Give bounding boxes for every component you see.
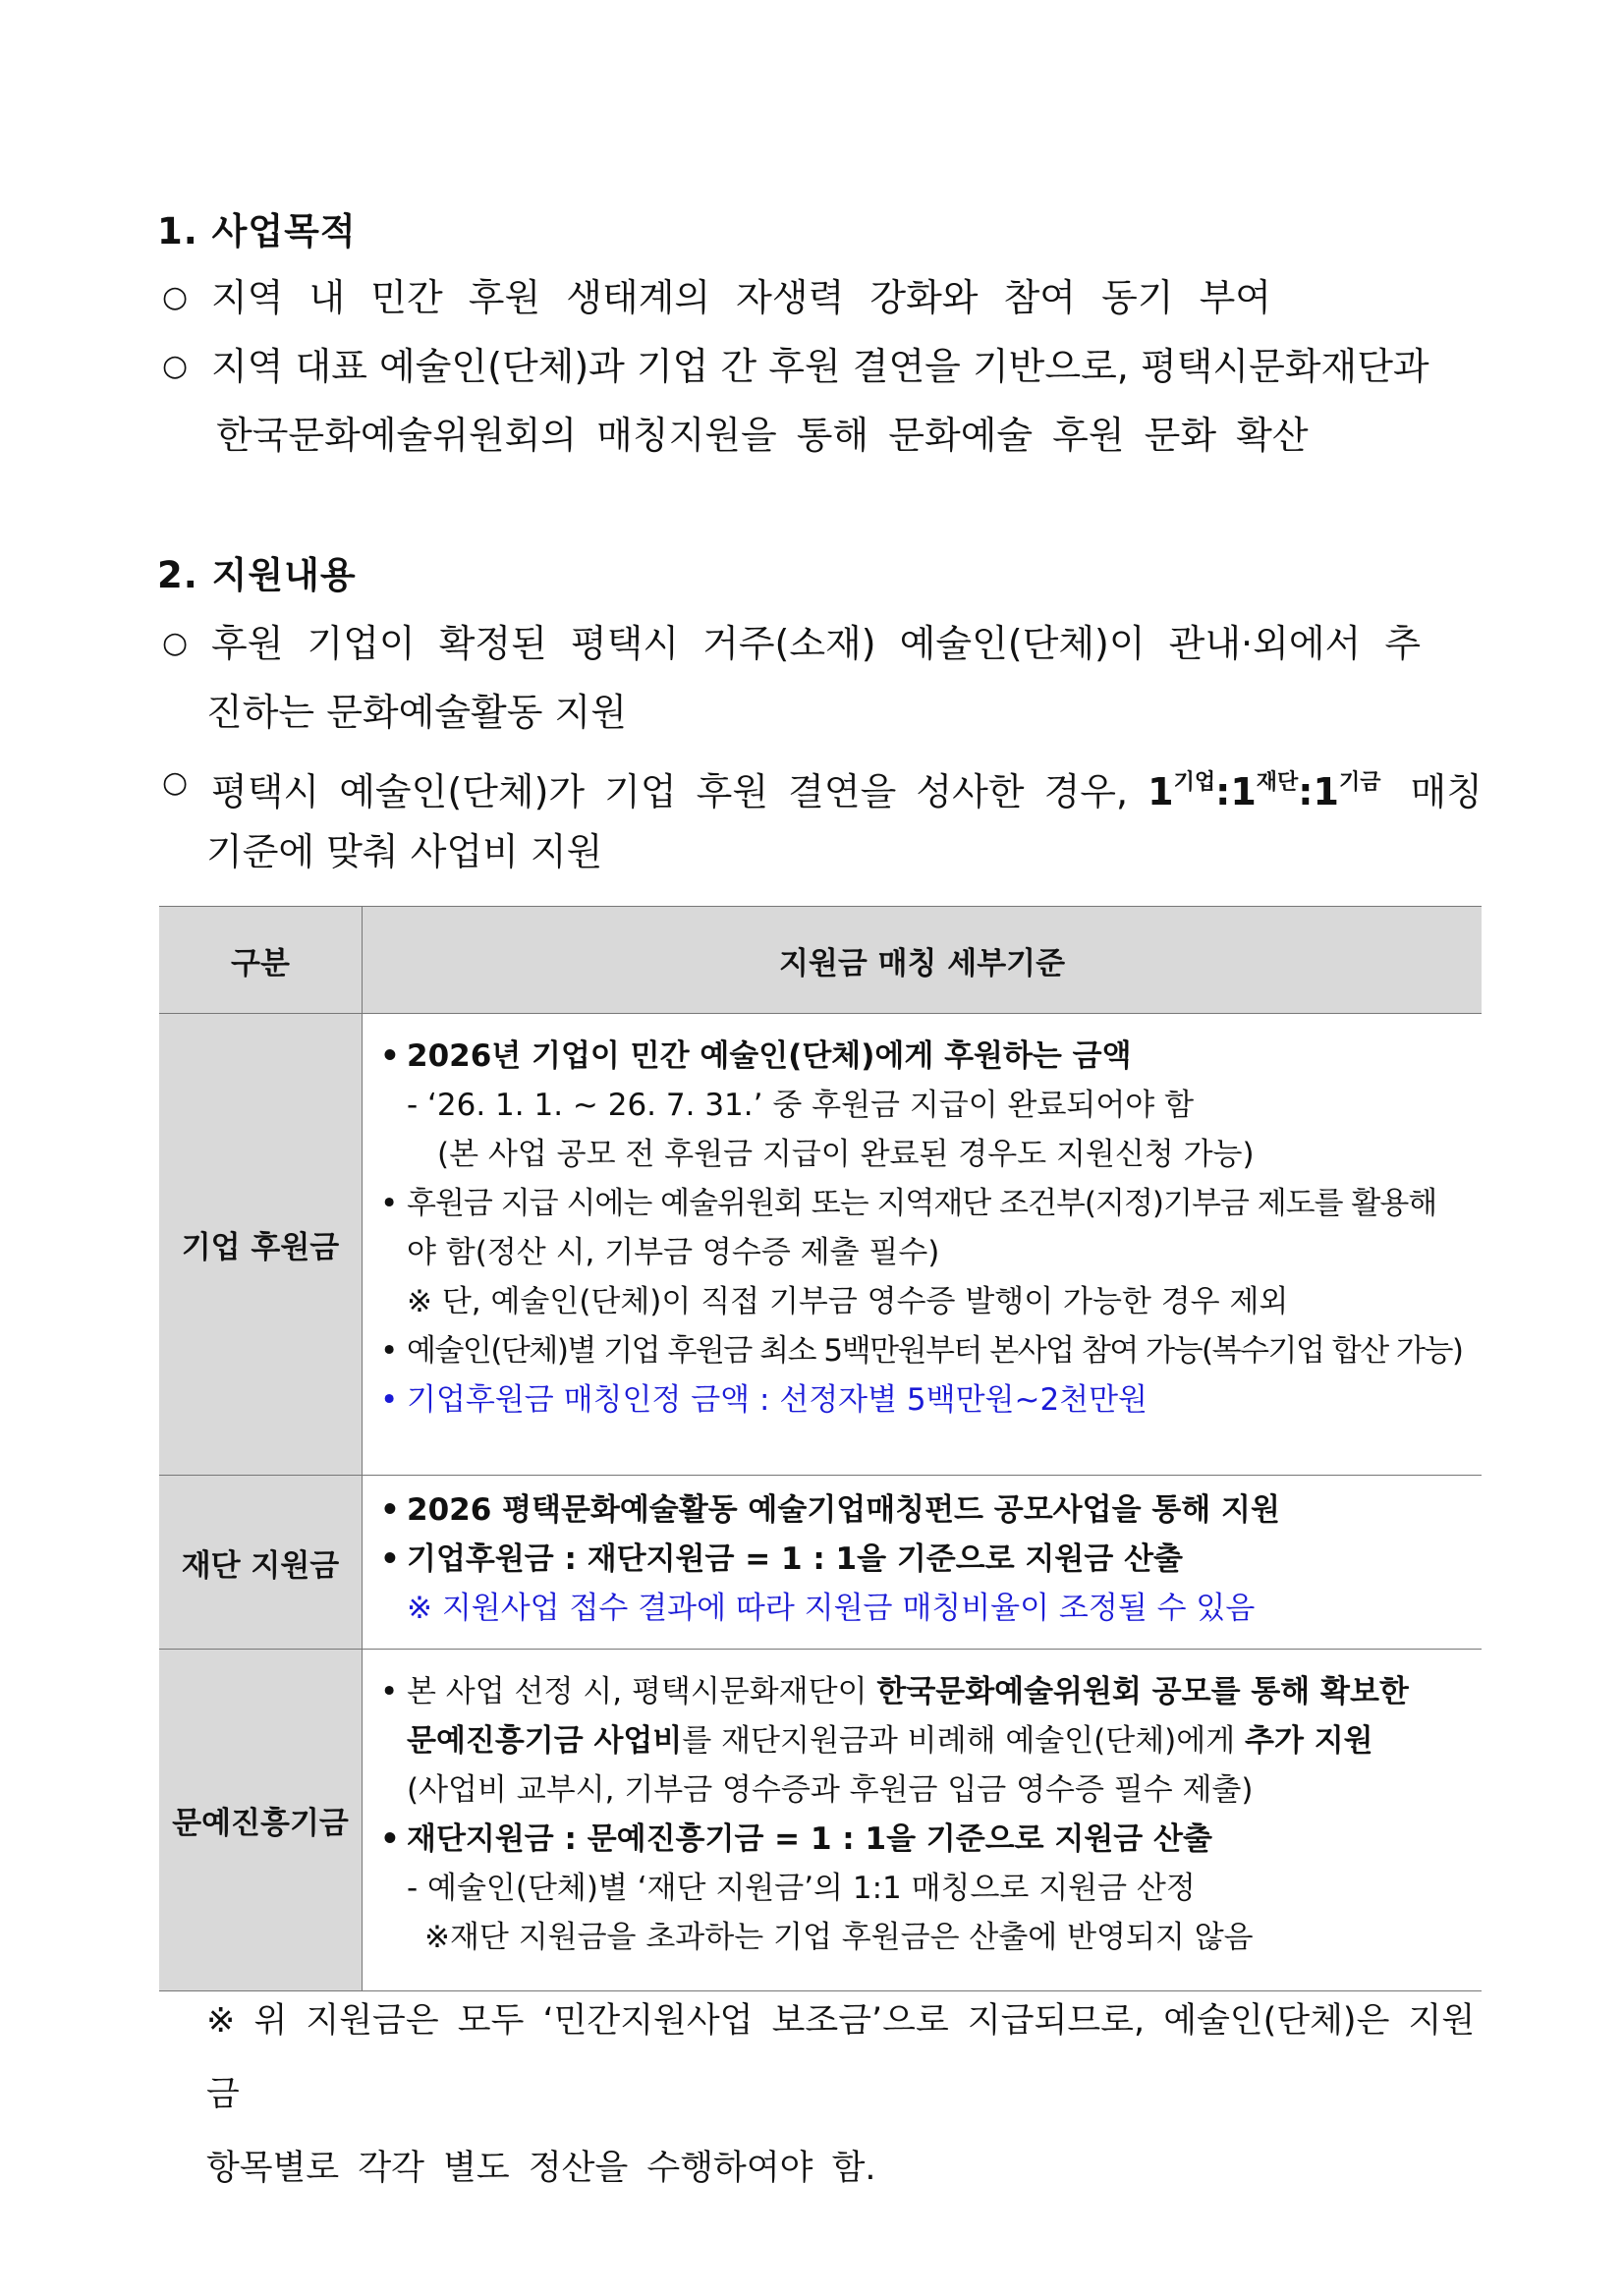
bullet-dot-icon: • <box>380 1674 399 1709</box>
list-item <box>380 1326 1472 1375</box>
section1-bullet-2-line-2: 한국문화예술위원회의 매칭지원을 통해 문화예술 후원 문화 확산 <box>216 414 1309 457</box>
table-row-foundation <box>159 1476 1482 1650</box>
bullet-dot-icon: • <box>380 1382 399 1418</box>
sub-item: - 예술인(단체)별 ‘재단 지원금’의 1:1 매칭으로 지원금 산정 <box>407 1871 1196 1906</box>
list-item-text: 기업후원금 매칭인정 금액 : 선정자별 5백만원~2천만원 <box>407 1382 1148 1418</box>
ratio-enterprise-value: 1 <box>1148 770 1174 813</box>
note-item: ※ 지원사업 접수 결과에 따라 지원금 매칭비율이 조정될 수 있음 <box>407 1591 1256 1626</box>
sub-item <box>380 1716 1472 1765</box>
ratio-foundation-label: 재단 <box>1256 770 1299 795</box>
list-item <box>380 1667 1472 1716</box>
list-item <box>380 1179 1472 1228</box>
matching-criteria-table <box>159 906 1482 1991</box>
list-item-text: 후원금 지급 시에는 예술위원회 또는 지역재단 조건부(지정)기부금 제도를 활용해 <box>407 1186 1437 1221</box>
footnote <box>206 1985 1479 2206</box>
bullet-dot-icon: • <box>380 1821 400 1857</box>
ratio-foundation-value: :1 <box>1215 770 1257 813</box>
section1-bullet-1-text: 지역 내 민간 후원 생태계의 자생력 강화와 참여 동기 부여 <box>211 276 1271 319</box>
list-item-text: 예술인(단체)별 기업 후원금 최소 5백만원부터 본사업 참여 가능(복수기업 합산 가능) <box>407 1333 1463 1369</box>
section2-bullet-2-line-1 <box>211 749 1483 826</box>
section2-bullet-1-line-2: 진하는 문화예술활동 지원 <box>206 691 627 734</box>
row-category-enterprise: 기업 후원금 <box>159 1014 363 1476</box>
list-item-text: 2026 평택문화예술활동 예술기업매칭펀드 공모사업을 통해 지원 <box>407 1492 1280 1528</box>
list-item-text: 기업후원금 : 재단지원금 = 1 : 1을 기준으로 지원금 산출 <box>407 1541 1183 1577</box>
table-row-enterprise <box>159 1014 1482 1476</box>
note-item: ※재단 지원금을 초과하는 기업 후원금은 산출에 반영되지 않음 <box>424 1920 1254 1955</box>
matching-ratio <box>1148 770 1380 813</box>
section2-heading: 2. 지원내용 <box>157 554 357 596</box>
list-item <box>380 1032 1472 1081</box>
table-header-row <box>159 907 1482 1014</box>
section2-bullet-2-line-2: 기준에 맞춰 사업비 지원 <box>206 830 603 873</box>
table-row-arts-fund <box>159 1650 1482 1991</box>
footnote-line-1: ※ 위 지원금은 모두 ‘민간지원사업 보조금’으로 지급되므로, 예술인(단체)은 지원금 <box>206 2001 1476 2114</box>
section1-heading: 1. 사업목적 <box>157 210 357 252</box>
circle-bullet-icon: ○ <box>162 765 189 800</box>
table-header-category: 구분 <box>159 907 363 1014</box>
list-item-bold-text: 한국문화예술위원회 공모를 통해 확보한 <box>876 1674 1409 1709</box>
bullet-dot-icon: • <box>380 1186 398 1221</box>
note-item: ※ 단, 예술인(단체)이 직접 기부금 영수증 발행이 가능한 경우 제외 <box>407 1284 1289 1319</box>
sub-item: (사업비 교부시, 기부금 영수증과 후원금 입금 영수증 필수 제출) <box>407 1772 1254 1808</box>
ratio-fund-label: 기금 <box>1338 770 1381 795</box>
bullet-dot-icon: • <box>380 1333 397 1369</box>
footnote-line-2: 항목별로 각각 별도 정산을 수행하여야 함. <box>206 2149 876 2188</box>
list-item-text: 재단지원금 : 문예진흥기금 = 1 : 1을 기준으로 지원금 산출 <box>407 1821 1212 1857</box>
bullet-dot-icon: • <box>380 1038 400 1074</box>
circle-bullet-icon: ○ <box>162 626 189 660</box>
row-detail-arts-fund <box>363 1650 1483 1991</box>
row-detail-foundation <box>363 1476 1483 1650</box>
row-category-foundation: 재단 지원금 <box>159 1476 363 1650</box>
section2-bullet-1-line-1: 후원 기업이 확정된 평택시 거주(소재) 예술인(단체)이 관내·외에서 추 <box>211 622 1422 665</box>
ratio-fund-value: :1 <box>1298 770 1339 813</box>
list-item <box>380 1815 1472 1864</box>
row-detail-enterprise <box>363 1014 1483 1476</box>
matching-intro-text: 평택시 예술인(단체)가 기업 후원 결연을 성사한 경우, <box>211 770 1129 813</box>
section1-bullet-2-line-1: 지역 대표 예술인(단체)과 기업 간 후원 결연을 기반으로, 평택시문화재단과 <box>211 345 1429 388</box>
bold-text: 문예진흥기금 사업비 <box>407 1723 683 1759</box>
list-item <box>380 1485 1472 1535</box>
list-item <box>380 1535 1472 1584</box>
ratio-enterprise-label: 기업 <box>1173 770 1216 795</box>
table-header-criteria: 지원금 매칭 세부기준 <box>363 907 1483 1014</box>
circle-bullet-icon: ○ <box>162 349 189 383</box>
list-item-text: 2026년 기업이 민간 예술인(단체)에게 후원하는 금액 <box>407 1038 1132 1074</box>
sub-item: - ‘26. 1. 1. ~ 26. 7. 31.’ 중 후원금 지급이 완료되어야 함 <box>407 1088 1195 1123</box>
list-item <box>380 1375 1472 1425</box>
row-category-arts-fund: 문예진흥기금 <box>159 1650 363 1991</box>
bold-text: 추가 지원 <box>1245 1723 1373 1759</box>
bullet-dot-icon: • <box>380 1492 400 1528</box>
circle-bullet-icon: ○ <box>162 280 189 314</box>
list-item-text: 본 사업 선정 시, 평택시문화재단이 <box>407 1674 868 1709</box>
sub-item: 야 함(정산 시, 기부금 영수증 제출 필수) <box>407 1235 940 1270</box>
matching-suffix-text: 매칭 <box>1410 770 1483 813</box>
sub-item-text: 를 재단지원금과 비례해 예술인(단체)에게 <box>682 1723 1236 1759</box>
bullet-dot-icon: • <box>380 1541 400 1577</box>
sub-item: (본 사업 공모 전 후원금 지급이 완료된 경우도 지원신청 가능) <box>437 1137 1255 1172</box>
